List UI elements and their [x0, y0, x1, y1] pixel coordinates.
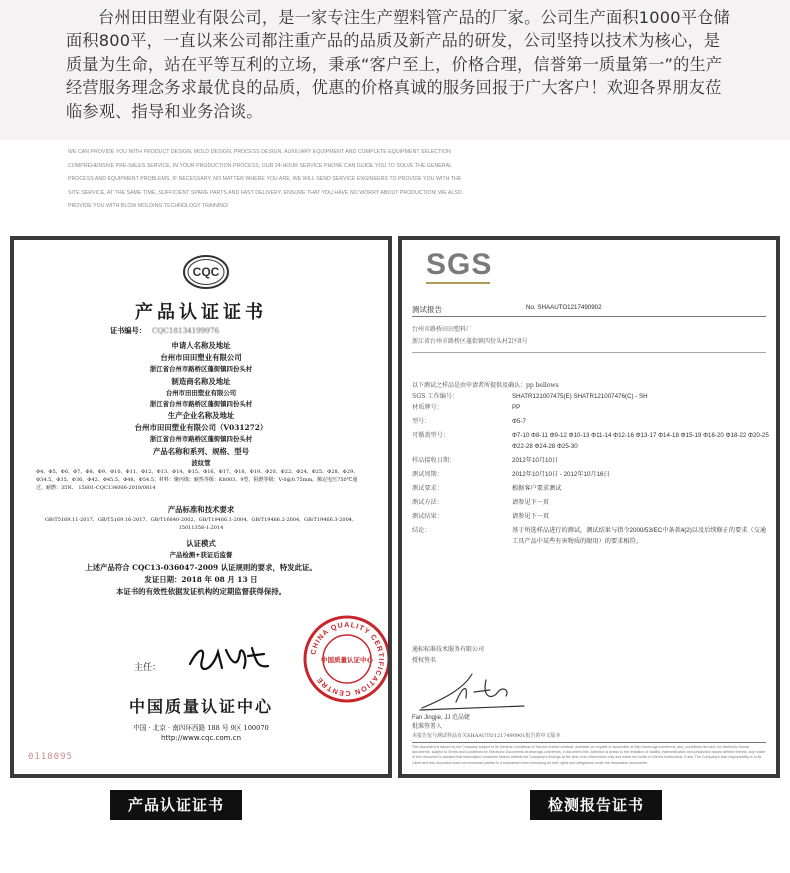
maker-label: 制造商名称及地址	[171, 377, 231, 386]
cqc-logo-text: CQC	[192, 265, 220, 279]
intro-english: WE CAN PROVIDE YOU WITH PRODUCT DESIGN, MOLD DESIGN, PROCESS DESIGN, AUXILIARY EQUIPMENT AND COMPLETE EQUIPMENT SELECTION COMPREHENSIVE PRE-SALES SERVICE, IN YOUR PRODUCTION PROCESS, OUR 24-HOUR SERVICE PHONE CAN GUIDE YOU TO SOLVE THE GENERAL PROCESS AND EQUIPMENT PROBLEMS, IF NECESSARY, NO MATTER WHERE YOU ARE, WE WILL SEND SERVICE ENGINEERS TO PROVIDE YOU WITH THE SITE SERVICE, AT THE SAME TIME, SUFFICIENT SPARE PARTS AND FAST DELIVERY, ENSURE THAT YOU HAVE NO WORRY ABOUT PRODUCTION! WE ALSO PROVIDE YOU WITH BLOW MOLDING TECHNOLOGY TRAINING!	[68, 149, 462, 210]
report-applicant-address: 浙江省台州市路桥区蓬街镇四份头村2区8号	[412, 338, 528, 345]
sgs-logo-underline	[426, 282, 490, 284]
report-signer-name: Fan Jingjie, JJ 范晶婕	[412, 715, 471, 721]
issuer-website: http://www.cqc.com.cn	[160, 734, 242, 742]
report-fine-print: This document is issued by the Company subject to its General Conditions of Service printed overleaf, available on request or accessible at http://www.sgs.com/terms_and_conditions.htm and, for electronic format documents, subject to Terms and Conditions for Electronic Documents at www.sgs.com/terms_e-document.htm. Attention is drawn to the limitation of liability, indemnification and jurisdiction issues defined therein. Any holder of this document is advised that information contained hereon reflects the Company's findings at the time of its intervention only and within the limits of Client's instructions, if any. The Company's sole responsibility is to its Client and this document does not exonerate parties to a transaction from exercising all their rights and obligations under the transaction documents.	[412, 745, 766, 765]
report-stamp-text	[412, 644, 484, 666]
approver-signature-icon	[416, 668, 526, 714]
factory-address: 浙江省台州市路桥区蓬街镇四份头村	[149, 435, 253, 443]
table-row: 测试周期： 2012年10月10日 - 2012年10月16日	[412, 471, 610, 478]
divider	[412, 316, 766, 317]
caption-certificate: 产品认证证书	[110, 790, 242, 820]
divider	[412, 742, 766, 743]
report-applicant	[412, 324, 528, 348]
table-row: 材质牌号： PP	[412, 404, 521, 411]
table-row: 可循盖型号： Φ7-10 Φ8-11 Φ9-12 Φ10-13 Φ11-14 Φ12-16 Φ13-17 Φ14-18 Φ15-19 Φ16-20 Φ18-22 Φ20-25 Φ22-28 Φ24-28 Φ25-30	[412, 432, 769, 450]
maker-name: 台州市田田塑业有限公司	[165, 389, 237, 397]
report-table	[412, 391, 772, 547]
table-row: 样品接收日期： 2012年10月10日	[412, 457, 559, 464]
director-signature-icon	[182, 638, 272, 678]
report-signer-title: 批准签署人	[412, 724, 443, 730]
report-issuer: 通标标准技术服务有限公司	[412, 646, 485, 653]
applicant-label: 申请人名称及地址	[171, 341, 231, 350]
cqc-certificate	[14, 240, 388, 774]
caption-report: 检测报告证书	[530, 790, 662, 820]
mode-text: 产品检测+获证后监督	[169, 551, 233, 559]
certificate-title: 产品认证证书	[135, 302, 267, 323]
intro-text: 台州田田塑业有限公司，是一家专注生产塑料管产品的厂家。公司生产面积1000平仓储面积800平，一直以来公司都注重产品的品质及新产品的研发，公司坚持以技术为核心，是质量为生命，站在平等互利的立场，秉承“客户至上，价格合理，信誉第一质量第一”的生产经营服务理念务求最优良的品质，优惠的价格真诚的服务回报于广大客户！欢迎各界朋友莅临参观、指导和业务洽谈。	[66, 8, 730, 121]
report-heading: 测试报告	[412, 305, 442, 314]
cqc-seal-icon	[302, 614, 392, 704]
table-row: SGS 工作编号： SHATR121007475(E) SHATR121007476(C) - SH	[412, 393, 648, 400]
report-footer-note: 本报告仅与测试样品有关SHAAUTO1217490901报告的中文版本	[412, 733, 561, 739]
conform-text: 上述产品符合 CQC13-036047-2009 认证规则的要求，特发此证。	[85, 563, 317, 572]
cqc-logo-icon	[182, 254, 230, 290]
seal-center-text: 中国质量认证中心	[321, 656, 373, 664]
certificate-serial: 0118095	[28, 752, 73, 762]
sgs-logo: SGS	[426, 248, 493, 281]
divider	[412, 352, 766, 353]
issuer-name: 中国质量认证中心	[128, 697, 273, 716]
standard-label: 产品标准和技术要求	[167, 505, 235, 514]
factory-label: 生产企业名称及地址	[167, 411, 235, 420]
table-row: 测试方法： 请参见下一页	[412, 499, 550, 506]
seal-ring-text: CHINA QUALITY CERTIFICATION CENTRE	[308, 619, 387, 699]
issue-date: 发证日期：2018 年 08 月 13 日	[144, 575, 258, 584]
report-authorized: 授权签名	[412, 657, 437, 664]
table-row: 型号： Φ5-7	[412, 418, 526, 425]
report-applicant-name: 台州市路桥田田塑料厂	[412, 326, 473, 333]
product-label: 产品名称和系列、规格、型号	[152, 447, 250, 456]
validity-text: 本证书的有效性依据发证机构的定期监督获得保持。	[116, 587, 286, 596]
report-sample-intro: 以下测试之样品是由申请者所提供及确认：pp bellows	[412, 382, 559, 389]
report-frame[interactable]	[398, 236, 780, 778]
factory-name: 台州市田田塑业有限公司（V031272）	[134, 423, 268, 432]
applicant-name: 台州市田田塑业有限公司	[160, 353, 242, 362]
sgs-report	[402, 240, 776, 774]
standard-text: GB/T5169.11-2017、GB/T5169.16-2017、GB/T16840-2002、GB/T19466.1-2004、GB/T19466.2-2004、GB/T19466.3-2004、15011358-1:2014	[45, 517, 357, 531]
product-name: 波纹管	[191, 459, 211, 467]
certificate-frame[interactable]	[10, 236, 392, 778]
table-row: 测试要求： 根据客户要求测试	[412, 485, 562, 492]
certificate-number-label: 证书编号：	[110, 326, 146, 335]
mode-label: 认证模式	[186, 539, 216, 548]
certificate-number	[110, 326, 219, 336]
report-number: No. SHAAUTO1217490902	[526, 304, 602, 311]
maker-address: 浙江省台州市路桥区蓬街镇四份头村	[149, 400, 253, 408]
intro-section	[0, 0, 790, 140]
product-spec: Ф4、Ф5、Ф6、Ф7、Ф8、Ф9、Ф10、Ф11、Ф12、Ф13、Ф14、Ф15、Ф16、Ф17、Ф18、Ф19、Ф20、Ф22、Ф24、Ф25、Ф28、Ф29、Ф34.5、Ф35、Ф36、Ф42、Ф45.5、Ф48、Ф54.5；材料：聚丙烯；耐热等级：K8003、9型、阻燃等级：V-0@0.75mm、额定电压750℃通过、耐燃：35N、 15601-CQC134006-2018/0814	[36, 469, 359, 491]
issuer-address: 中国 · 北京 · 南四环西路 188 号 9区 100070	[133, 724, 269, 732]
certificate-number-value: CQC18134199976	[151, 326, 220, 335]
applicant-address: 浙江省台州市路桥区蓬街镇四份头村	[149, 365, 253, 373]
signer-label: 主任：	[134, 663, 162, 673]
table-row: 测试结果： 请参见下一页	[412, 513, 550, 520]
report-signer	[412, 714, 470, 732]
table-row: 结论： 基于所选样品进行的测试，测试结果与指令2000/53/EC中条款4(2)以及后续修正的要求（交通工具产品中某些有害物质的限用）的要求相符。	[412, 527, 767, 545]
